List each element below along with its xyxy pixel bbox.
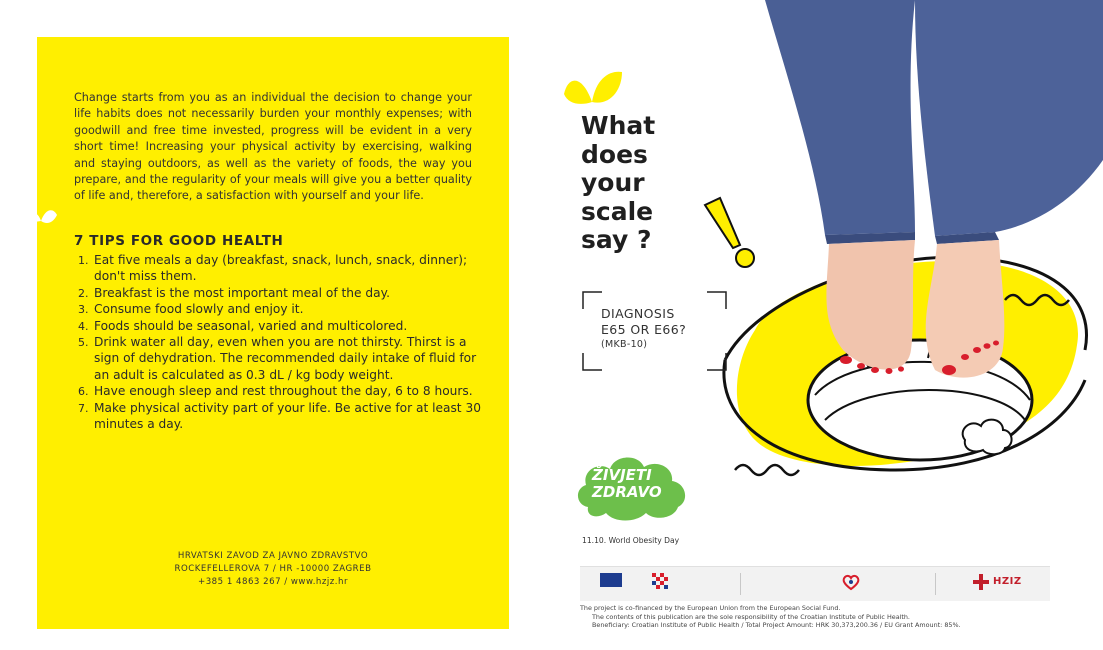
tip-item: 5. Drink water all day, even when you are not thirsty. Thirst is a sign of dehydration. The recommended daily intake of fluid for an adult is calculated as 0.3 dL / kg body weight.: [92, 334, 492, 383]
leaf-decoration-icon: [25, 205, 59, 227]
headline: [581, 112, 655, 255]
disclaimer-line: Beneficiary: Croatian Institute of Public Health / Total Project Amount: HRK 30,373,200.36 / EU Grant Amount: 85%.: [592, 621, 961, 630]
diagnosis-text: [601, 306, 686, 353]
tip-item: 1. Eat five meals a day (breakfast, snack, lunch, snack, dinner); don't miss them.: [92, 252, 492, 285]
croatia-checker-icon: [652, 573, 668, 591]
headline-line: does: [581, 139, 648, 169]
leaf-logo-icon: [562, 66, 624, 110]
disclaimer-line: The contents of this publication are the sole responsibility of the Croatian Institute of Public Health.: [592, 612, 910, 621]
tip-item: 7. Make physical activity part of your life. Be active for at least 30 minutes a day.: [92, 400, 492, 433]
eu-flag-icon: [600, 573, 622, 587]
address-street: ROCKEFELLEROVA 7 / HR -10000 ZAGREB: [174, 564, 372, 575]
headline-line: say ?: [581, 225, 652, 254]
tip-item: 6. Have enough sleep and rest throughout the day, 6 to 8 hours.: [92, 383, 492, 399]
address-institution: HRVATSKI ZAVOD ZA JAVNO ZDRAVSTVO: [177, 551, 369, 561]
logo-line: ŽIVJETI: [592, 466, 652, 484]
hzjz-logo-icon: [973, 573, 989, 591]
logo-line: ZDRAVO: [592, 483, 662, 501]
headline-line: What: [581, 111, 656, 140]
hzjz-logo-text: HZIZ: [993, 576, 1022, 587]
event-date: 11.10. World Obesity Day: [582, 536, 680, 545]
funding-disclaimer: [580, 604, 1050, 630]
logo-separator: [740, 573, 741, 595]
funding-logos-bar: [580, 566, 1050, 601]
diagnosis-classification: (MKB-10): [601, 339, 648, 350]
logo-wordmark: [592, 467, 674, 501]
logo-separator: [935, 573, 936, 595]
tips-heading: 7 TIPS FOR GOOD HEALTH: [74, 233, 284, 249]
tips-list: [74, 252, 492, 432]
tip-item: 3. Consume food slowly and enjoy it.: [92, 301, 492, 317]
disclaimer-line: The project is co-financed by the European Union from the European Social Fund.: [580, 604, 841, 612]
address-block: [37, 550, 509, 590]
tip-item: 2. Breakfast is the most important meal of the day.: [92, 285, 492, 301]
ministry-heart-icon: [842, 573, 860, 591]
diagnosis-codes: E65 OR E66?: [601, 321, 687, 337]
address-contact[interactable]: +385 1 4863 267 / www.hzjz.hr: [198, 577, 348, 588]
tip-item: 4. Foods should be seasonal, varied and multicolored.: [92, 318, 492, 334]
headline-line: your: [581, 168, 645, 197]
headline-line: scale: [581, 196, 654, 226]
diagnosis-box: [582, 291, 727, 371]
left-panel: [37, 37, 509, 629]
intro-paragraph: Change starts from you as an individual the decision to change your life habits does not necessarily burden your monthly expenses; with goodwill and free time invested, progress will be evident in a very short time! Increasing your physical activity by exercising, walking and staying outdoors, as well as the variety of foods, the way you prepare, and the regularity of your meals will give you a better quality of life and, therefore, a satisfaction with yourself and your life.: [74, 91, 472, 203]
diagnosis-line: DIAGNOSIS: [601, 306, 675, 321]
